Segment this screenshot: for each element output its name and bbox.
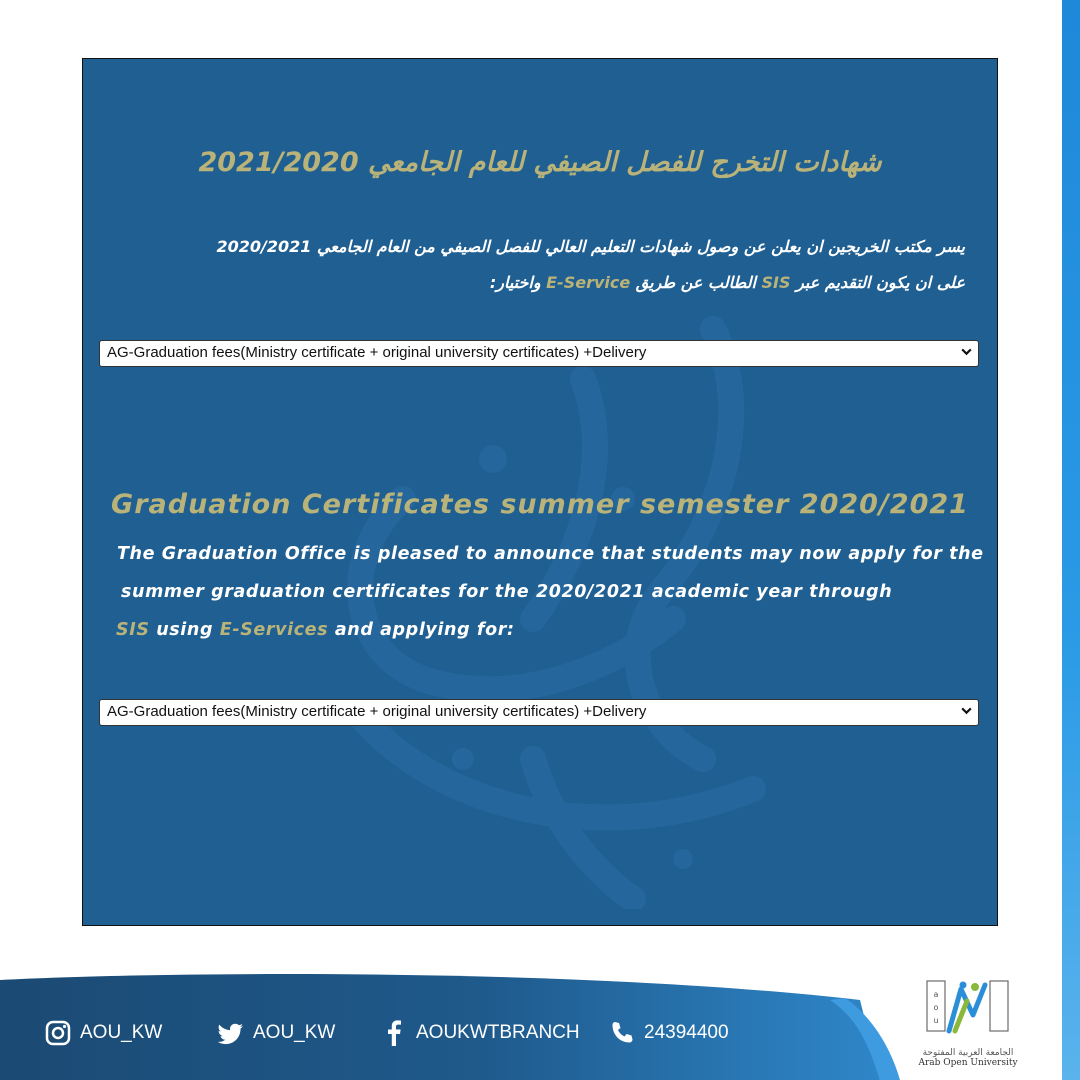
phone-label: 24394400 bbox=[644, 1022, 729, 1043]
announcement-panel bbox=[82, 58, 998, 926]
svg-text:a: a bbox=[933, 990, 939, 999]
arabic-sis-highlight: SIS bbox=[761, 273, 791, 292]
instagram-handle[interactable] bbox=[44, 1019, 162, 1047]
arabic-line2-part3: واختيار: bbox=[489, 273, 541, 292]
arabic-title: شهادات التخرج للفصل الصيفي للعام الجامعي 2021/2020 bbox=[198, 147, 882, 178]
english-line3-rest: and applying for: bbox=[328, 620, 515, 640]
arabic-announcement-line-2 bbox=[490, 273, 965, 292]
twitter-label: AOU_KW bbox=[253, 1022, 336, 1043]
arabic-announcement-line-1: يسر مكتب الخريجين ان يعلن عن وصول شهادات التعليم العالي للفصل الصيفي من العام الجامعي 2020/2021 bbox=[216, 237, 965, 256]
select-value: AG-Graduation fees(Ministry certificate + original university certificates) +Delivery bbox=[107, 344, 647, 361]
service-select-english-section[interactable] bbox=[99, 699, 979, 726]
right-accent-stripe bbox=[1062, 0, 1080, 1080]
logo-english-name: Arab Open University bbox=[918, 1058, 1018, 1068]
twitter-icon bbox=[217, 1019, 245, 1047]
english-title: Graduation Certificates summer semester 2020/2021 bbox=[111, 489, 969, 520]
english-eservices-highlight: E-Services bbox=[219, 620, 329, 640]
english-announcement-line-2: summer graduation certificates for the 2020/2021 academic year through bbox=[121, 582, 893, 602]
arabic-line2-part1: على ان يكون التقديم عبر bbox=[796, 273, 965, 292]
svg-text:o: o bbox=[933, 1003, 939, 1012]
english-announcement-line-3 bbox=[116, 620, 515, 640]
facebook-icon bbox=[380, 1019, 408, 1047]
chevron-down-icon bbox=[960, 345, 973, 358]
chevron-down-icon bbox=[960, 704, 973, 717]
facebook-label: AOUKWTBRANCH bbox=[416, 1022, 580, 1043]
instagram-icon bbox=[44, 1019, 72, 1047]
english-line3-using: using bbox=[149, 620, 220, 640]
phone-icon bbox=[608, 1019, 636, 1047]
arabic-eservice-highlight: E-Service bbox=[546, 273, 631, 292]
instagram-label: AOU_KW bbox=[80, 1022, 163, 1043]
english-announcement-line-1: The Graduation Office is pleased to announce that students may now apply for the bbox=[117, 544, 984, 564]
logo-arabic-name: الجامعة العربية المفتوحة bbox=[922, 1048, 1014, 1058]
facebook-handle[interactable] bbox=[380, 1019, 580, 1047]
arabic-line2-part2: الطالب عن طريق bbox=[635, 273, 756, 292]
select-value: AG-Graduation fees(Ministry certificate + original university certificates) +Delivery bbox=[107, 703, 647, 720]
svg-text:u: u bbox=[933, 1016, 939, 1025]
english-sis-highlight: SIS bbox=[116, 620, 150, 640]
service-select-arabic-section[interactable] bbox=[99, 340, 979, 367]
phone-contact[interactable] bbox=[608, 1019, 729, 1047]
twitter-handle[interactable] bbox=[217, 1019, 335, 1047]
